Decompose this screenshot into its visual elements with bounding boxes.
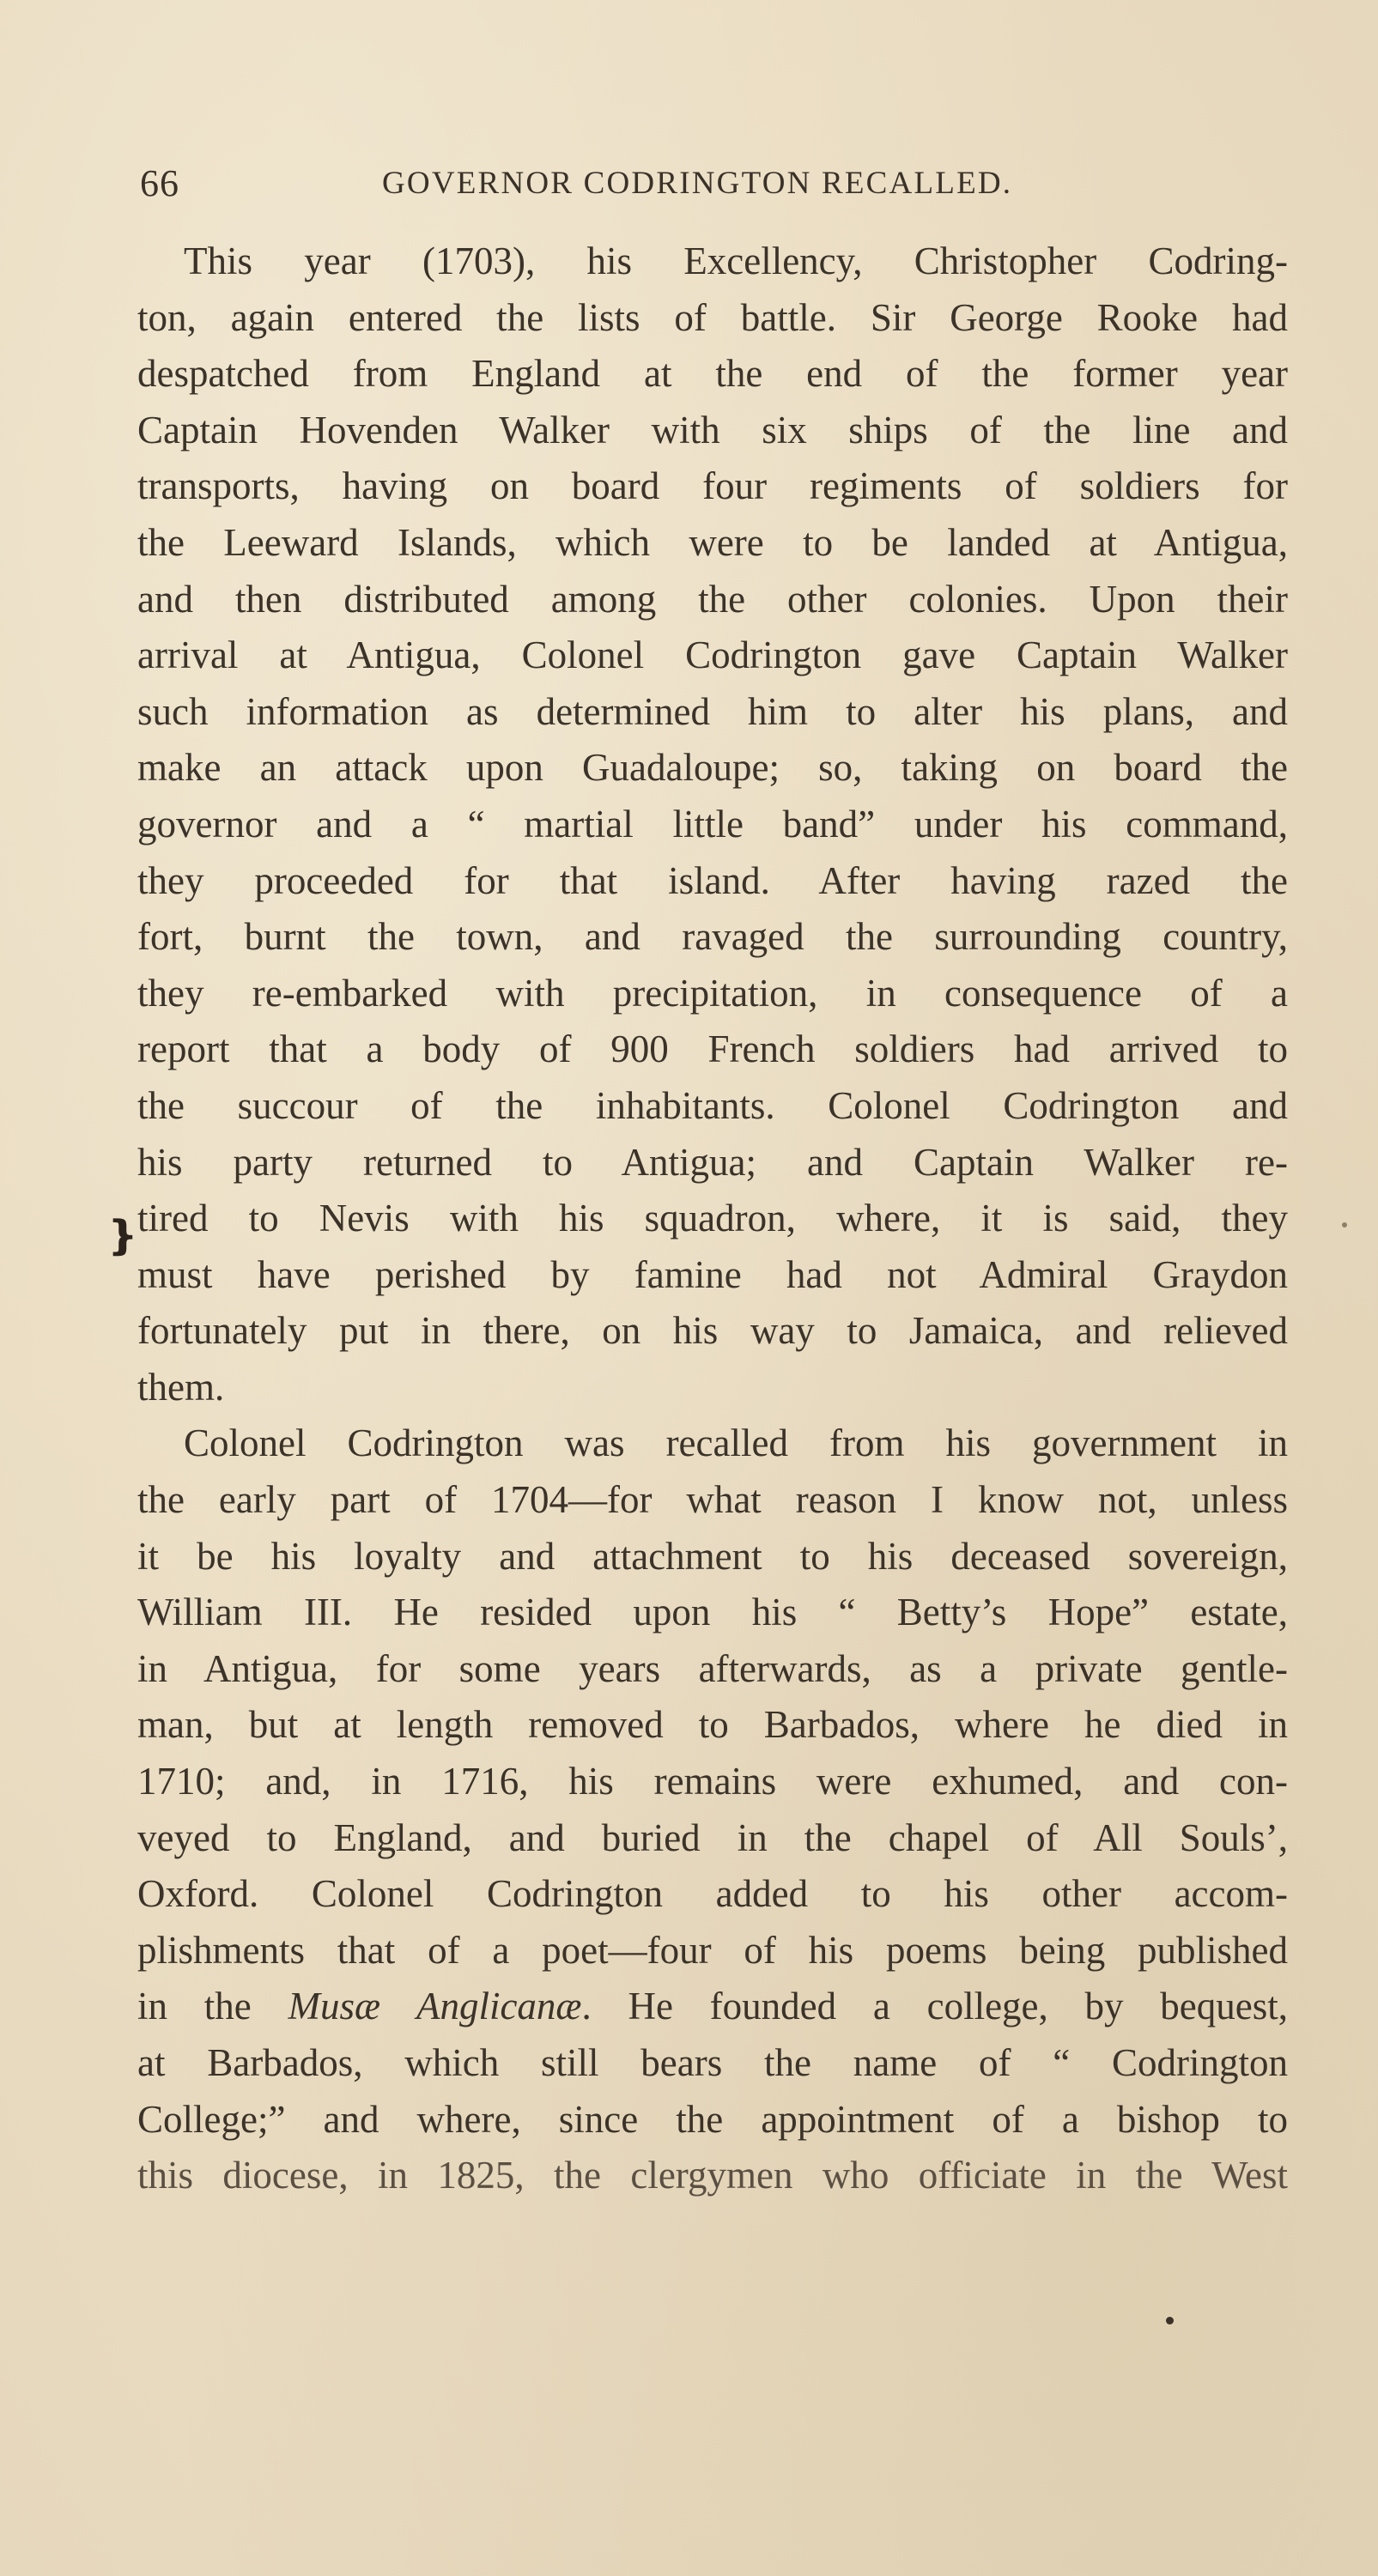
text-line: tired to Nevis with his squadron, where, it is said, they [137, 1197, 1288, 1240]
text-line: they proceeded for that island. After having razed the [137, 858, 1288, 902]
text-line: report that a body of 900 French soldiers had arrived to [137, 1027, 1288, 1071]
text-line: College;” and where, since the appointment of a bishop to [137, 2097, 1288, 2141]
text-line: the Leeward Islands, which were to be landed at Antigua, [137, 520, 1288, 564]
page-header [0, 161, 1378, 213]
text-line: ton, again entered the lists of battle. Sir George Rooke had [137, 295, 1288, 339]
text-line: they re-embarked with precipitation, in consequence of a [137, 971, 1288, 1015]
text-line: despatched from England at the end of the former year [137, 352, 1288, 396]
text-line: man, but at length removed to Barbados, where he died in [137, 1703, 1288, 1747]
book-title: Musæ Anglicanæ [288, 1985, 582, 2028]
body-text [137, 233, 1288, 2204]
running-head: GOVERNOR CODRINGTON RECALLED. [382, 166, 1013, 201]
text-line: in the Musæ Anglicanæ. He founded a college, by bequest, [137, 1985, 1288, 2028]
text-line: in Antigua, for some years afterwards, as a private gentle- [137, 1646, 1288, 1690]
text-line: arrival at Antigua, Colonel Codrington gave Captain Walker [137, 633, 1288, 677]
margin-mark: ❵ [106, 1214, 139, 1258]
text-line: Colonel Codrington was recalled from his government in [184, 1421, 1288, 1465]
text-line: plishments that of a poet—four of his poems being published [137, 1928, 1288, 1972]
text-line: fortunately put in there, on his way to Jamaica, and relieved [137, 1309, 1288, 1353]
ink-speck [1166, 2317, 1174, 2324]
text-line: this diocese, in 1825, the clergymen who officiate in the West [137, 2154, 1288, 2197]
text-line: such information as determined him to alter his plans, and [137, 689, 1288, 733]
text-line: fort, burnt the town, and ravaged the surrounding country, [137, 915, 1288, 959]
text-line: the early part of 1704—for what reason I know not, unless [137, 1478, 1288, 1522]
text-line: Oxford. Colonel Codrington added to his other accom- [137, 1872, 1288, 1916]
text-line: 1710; and, in 1716, his remains were exhumed, and con- [137, 1760, 1288, 1803]
text-line: veyed to England, and buried in the chapel of All Souls’, [137, 1815, 1288, 1859]
text-line: and then distributed among the other colonies. Upon their [137, 577, 1288, 621]
text-line: transports, having on board four regiments of soldiers for [137, 464, 1288, 508]
paragraph-2 [137, 1415, 1288, 2203]
text-line: governor and a “ martial little band” under his command, [137, 802, 1288, 846]
text-line: must have perished by famine had not Admiral Graydon [137, 1252, 1288, 1296]
text-line: his party returned to Antigua; and Captain Walker re- [137, 1140, 1288, 1184]
page-number: 66 [140, 162, 179, 204]
ink-speck [1342, 1222, 1347, 1227]
text-line: at Barbados, which still bears the name of “ Codrington [137, 2041, 1288, 2084]
text-line: This year (1703), his Excellency, Christopher Codring- [184, 239, 1288, 282]
text-line: William III. He resided upon his “ Betty’s Hope” estate, [137, 1591, 1288, 1634]
text-line: the succour of the inhabitants. Colonel Codrington and [137, 1083, 1288, 1127]
text-line: make an attack upon Guadaloupe; so, taking on board the [137, 746, 1288, 790]
paragraph-1 [137, 233, 1288, 1415]
text-line: it be his loyalty and attachment to his deceased sovereign, [137, 1534, 1288, 1578]
text-line: Captain Hovenden Walker with six ships of the line and [137, 408, 1288, 452]
text-line: them. [137, 1365, 225, 1409]
